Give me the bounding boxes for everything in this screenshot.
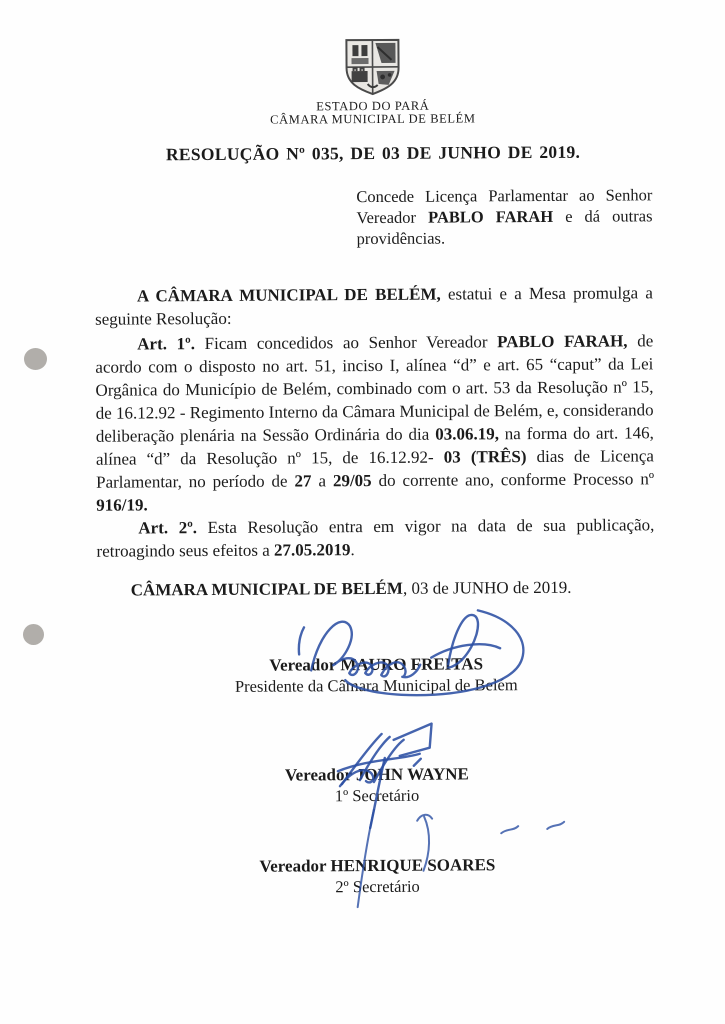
document-body <box>93 36 656 898</box>
summary-paragraph: Concede Licença Parlamentar ao Senhor Vereador PABLO FARAH e dá outras providências. <box>356 185 653 249</box>
signer-role: 1º Secretário <box>334 785 420 806</box>
org-chamber-line: CÂMARA MUNICIPAL DE BELÉM <box>270 111 476 127</box>
signature-block-president <box>97 652 655 697</box>
org-state-line: ESTADO DO PARÁ <box>316 98 430 114</box>
signer-name: Vereador JOHN WAYNE <box>284 764 469 785</box>
signer-name: Vereador MAURO FREITAS <box>269 654 484 675</box>
dateline: CÂMARA MUNICIPAL DE BELÉM, 03 de JUNHO de 2019. <box>130 577 572 600</box>
signer-name: Vereador HENRIQUE SOARES <box>259 855 496 876</box>
article-1-paragraph: Art. 1º. Ficam concedidos ao Senhor Vereador PABLO FARAH, de acordo com o disposto no art. 51, inciso I, alínea “d” e art. 65 “caput” da Lei Orgânica do Município de Belém, combinado com o art. 53 da Resolução nº 15, de 16.12.92 - Regimento Interno da Câmara Municipal de Belém, e, considerando deliberação plenária na Sessão Ordinária do dia 03.06.19, na forma do art. 146, alínea “d” da Resolução nº 15, de 16.12.92- 03 (TRÊS) dias de Licença Parlamentar, no período de 27 a 29/05 do corrente ano, conforme Processo nº 916/19. <box>95 331 655 515</box>
hole-punch-mark-bottom <box>23 624 44 645</box>
resolution-title: RESOLUÇÃO Nº 035, DE 03 DE JUNHO DE 2019. <box>165 141 581 165</box>
coat-of-arms-icon <box>341 38 403 96</box>
org-header <box>94 98 652 127</box>
signature-block-first-secretary <box>98 762 656 807</box>
signer-role: 2º Secretário <box>335 876 420 897</box>
signer-role: Presidente da Câmara Municipal de Belém <box>234 675 518 696</box>
hole-punch-mark-top <box>24 348 47 370</box>
article-2-paragraph: Art. 2º. Esta Resolução entra em vigor na data de sua publicação, retroagindo seus efeitos a 27.05.2019. <box>96 515 655 561</box>
preamble-paragraph: A CÂMARA MUNICIPAL DE BELÉM, estatui e a Mesa promulga a seguinte Resolução: <box>95 283 653 329</box>
signature-block-second-secretary <box>98 853 656 898</box>
